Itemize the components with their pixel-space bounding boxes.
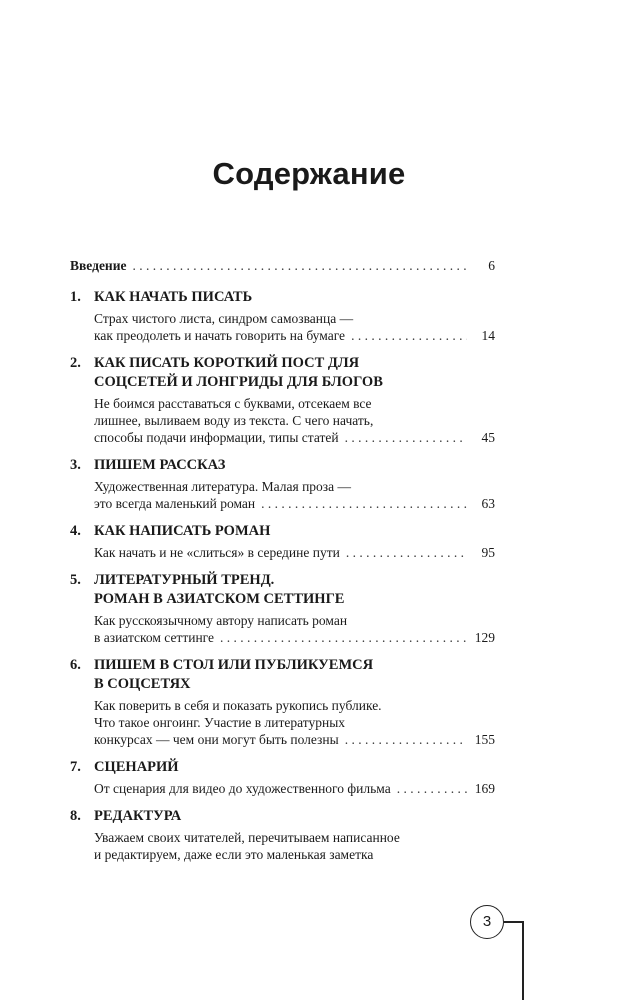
toc-page-number: 169 xyxy=(474,781,495,796)
toc-page-number: 95 xyxy=(481,545,495,560)
dot-leader xyxy=(220,629,467,646)
toc-page-number: 155 xyxy=(474,732,495,747)
description-line xyxy=(94,395,495,412)
chapter-title-line: ПИШЕМ РАССКАЗ xyxy=(94,457,226,473)
chapter-title-line: ЛИТЕРАТУРНЫЙ ТРЕНД. xyxy=(94,572,275,588)
description-line xyxy=(94,327,495,344)
chapter-title xyxy=(94,522,495,541)
description-text: Страх чистого листа, синдром самозванца — xyxy=(94,311,354,326)
chapter-description xyxy=(94,829,495,863)
chapter-title-line: КАК НАЧАТЬ ПИСАТЬ xyxy=(94,289,253,305)
chapter-heading xyxy=(70,656,495,694)
description-text: Как русскоязычному автору написать роман xyxy=(94,613,348,628)
chapter-number: 1. xyxy=(70,289,81,305)
description-line xyxy=(94,412,495,429)
description-line xyxy=(94,310,495,327)
toc-chapter xyxy=(70,354,495,446)
chapter-title-line: ПИШЕМ В СТОЛ ИЛИ ПУБЛИКУЕМСЯ xyxy=(94,657,374,673)
description-text: конкурсах — чем они могут быть полезны xyxy=(94,732,339,747)
description-text: лишнее, выливаем воду из текста. С чего начать, xyxy=(94,413,374,428)
chapter-heading xyxy=(70,288,495,307)
chapter-number: 5. xyxy=(70,572,81,588)
description-line xyxy=(94,478,495,495)
chapter-number: 2. xyxy=(70,355,81,371)
toc-chapter xyxy=(70,288,495,344)
chapter-title-line: РОМАН В АЗИАТСКОМ СЕТТИНГЕ xyxy=(94,591,345,607)
chapter-title-line: КАК НАПИСАТЬ РОМАН xyxy=(94,523,271,539)
description-line xyxy=(94,731,495,748)
description-text: как преодолеть и начать говорить на бумаге xyxy=(94,328,346,343)
toc-chapter xyxy=(70,571,495,646)
page-number-badge: 3 xyxy=(470,905,504,939)
chapter-heading xyxy=(70,571,495,609)
chapter-title xyxy=(94,354,495,392)
description-text: в азиатском сеттинге xyxy=(94,630,215,645)
toc-chapter xyxy=(70,807,495,863)
description-line xyxy=(94,714,495,731)
toc-chapter xyxy=(70,522,495,561)
description-line xyxy=(94,697,495,714)
chapter-heading xyxy=(70,522,495,541)
toc-entry-intro xyxy=(70,258,495,274)
chapter-title-line: РЕДАКТУРА xyxy=(94,808,182,824)
chapter-description xyxy=(94,544,495,561)
chapter-title xyxy=(94,758,495,777)
description-text: и редактируем, даже если это маленькая заметка xyxy=(94,847,374,862)
chapter-heading xyxy=(70,456,495,475)
chapter-description xyxy=(94,478,495,512)
chapter-title-line: КАК ПИСАТЬ КОРОТКИЙ ПОСТ ДЛЯ xyxy=(94,355,360,371)
toc-chapter xyxy=(70,656,495,748)
toc-page-number: 129 xyxy=(474,630,495,645)
chapter-description xyxy=(94,395,495,446)
dot-leader xyxy=(345,731,467,748)
chapter-heading xyxy=(70,354,495,392)
folio-rule-horizontal xyxy=(504,921,524,923)
chapter-title-line: СЦЕНАРИЙ xyxy=(94,759,179,775)
page-title: Содержание xyxy=(212,156,406,191)
dot-leader xyxy=(346,544,467,561)
folio-rule-vertical xyxy=(522,921,524,1000)
chapter-description xyxy=(94,697,495,748)
description-line xyxy=(94,629,495,646)
chapter-description xyxy=(94,310,495,344)
chapter-description xyxy=(94,780,495,797)
description-text: Уважаем своих читателей, перечитываем написанное xyxy=(94,830,400,845)
chapter-title-line: В СОЦСЕТЯХ xyxy=(94,676,191,692)
chapter-title xyxy=(94,807,495,826)
description-text: способы подачи информации, типы статей xyxy=(94,430,339,445)
chapter-heading xyxy=(70,758,495,777)
toc-chapter xyxy=(70,758,495,797)
description-line xyxy=(94,780,495,797)
chapter-title xyxy=(94,656,495,694)
description-text: это всегда маленький роман xyxy=(94,496,256,511)
chapter-number: 6. xyxy=(70,657,81,673)
description-line xyxy=(94,495,495,512)
table-of-contents xyxy=(70,258,495,873)
dot-leader xyxy=(351,327,467,344)
description-line xyxy=(94,429,495,446)
chapter-list xyxy=(70,288,495,863)
toc-chapter xyxy=(70,456,495,512)
dot-leader xyxy=(345,429,467,446)
description-line xyxy=(94,829,495,846)
description-line xyxy=(94,846,495,863)
description-text: От сценария для видео до художественного фильма xyxy=(94,781,391,796)
description-text: Не боимся расставаться с буквами, отсекаем все xyxy=(94,396,372,411)
chapter-title-line: СОЦСЕТЕЙ И ЛОНГРИДЫ ДЛЯ БЛОГОВ xyxy=(94,374,383,390)
dot-leader xyxy=(261,495,467,512)
description-text: Что такое онгоинг. Участие в литературных xyxy=(94,715,346,730)
chapter-title xyxy=(94,288,495,307)
description-line xyxy=(94,544,495,561)
toc-page-number: 14 xyxy=(481,328,495,343)
chapter-number: 7. xyxy=(70,759,81,775)
toc-page-number: 63 xyxy=(481,496,495,511)
chapter-title xyxy=(94,571,495,609)
chapter-heading xyxy=(70,807,495,826)
chapter-number: 3. xyxy=(70,457,81,473)
dot-leader xyxy=(132,258,467,274)
chapter-number: 8. xyxy=(70,808,81,824)
toc-page-number: 6 xyxy=(488,258,495,273)
chapter-title xyxy=(94,456,495,475)
description-text: Как поверить в себя и показать рукопись публике. xyxy=(94,698,382,713)
description-text: Художественная литература. Малая проза — xyxy=(94,479,351,494)
description-text: Как начать и не «слиться» в середине пути xyxy=(94,545,340,560)
toc-entry-label: Введение xyxy=(70,258,127,273)
description-line xyxy=(94,612,495,629)
chapter-description xyxy=(94,612,495,646)
chapter-number: 4. xyxy=(70,523,81,539)
toc-page-number: 45 xyxy=(481,430,495,445)
dot-leader xyxy=(397,780,467,797)
